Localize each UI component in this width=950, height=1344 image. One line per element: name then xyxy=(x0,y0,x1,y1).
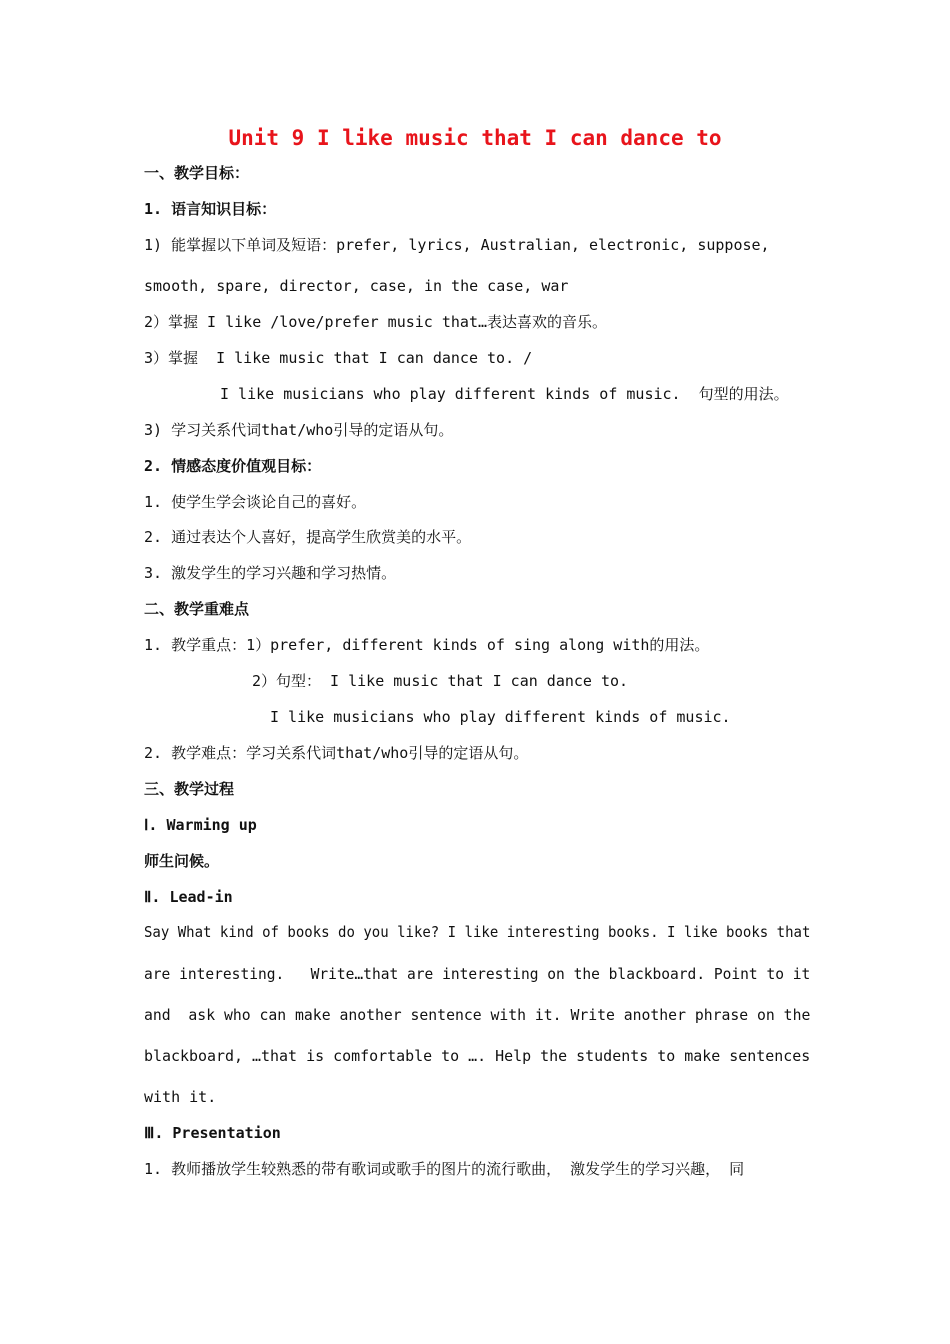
subheading-attitude-objectives: 2. 情感态度价值观目标： xyxy=(144,457,322,475)
text-line: 1. 教学重点：1）prefer, different kinds of sing along with的用法。 xyxy=(144,636,710,654)
subheading-language-objectives: 1. 语言知识目标： xyxy=(144,200,277,218)
step-heading-lead-in: Ⅱ. Lead-in xyxy=(144,888,233,906)
paragraph-line: blackboard, …that is comfortable to …. Help the students to make sentences xyxy=(144,1047,811,1065)
paragraph-line: with it. xyxy=(144,1088,217,1106)
paragraph-line: are interesting. Write…that are interesting on the blackboard. Point to it xyxy=(144,965,811,983)
text-line: I like musicians who play different kinds of music. 句型的用法。 xyxy=(220,385,789,403)
text-line: 2. 教学难点：学习关系代词that/who引导的定语从句。 xyxy=(144,744,529,762)
list-item: 2. 通过表达个人喜好，提高学生欣赏美的水平。 xyxy=(144,528,472,546)
section-heading-objectives: 一、教学目标： xyxy=(144,164,250,182)
text-line: smooth, spare, director, case, in the case, war xyxy=(144,277,569,295)
text-line: 1) 能掌握以下单词及短语：prefer, lyrics, Australian, electronic, suppose, xyxy=(144,236,770,254)
page-title: Unit 9 I like music that I can dance to xyxy=(228,126,722,150)
paragraph-line: Say What kind of books do you like? I like interesting books. I like books that xyxy=(144,923,811,941)
list-item: 1. 使学生学会谈论自己的喜好。 xyxy=(144,493,367,511)
paragraph-line: 1. 教师播放学生较熟悉的带有歌词或歌手的图片的流行歌曲， 激发学生的学习兴趣， 同 xyxy=(144,1160,745,1178)
text-line: 3）掌握 I like music that I can dance to. / xyxy=(144,349,533,367)
step-heading-warming-up: Ⅰ. Warming up xyxy=(144,816,257,834)
text-line: 3) 学习关系代词that/who引导的定语从句。 xyxy=(144,421,454,439)
list-item: 3. 激发学生的学习兴趣和学习热情。 xyxy=(144,564,397,582)
section-heading-key-points: 二、教学重难点 xyxy=(144,600,250,618)
text-line: 2）句型： I like music that I can dance to. xyxy=(252,672,629,690)
text-line: 师生问候。 xyxy=(144,852,220,870)
paragraph-line: and ask who can make another sentence with it. Write another phrase on the xyxy=(144,1006,811,1024)
text-line: I like musicians who play different kinds of music. xyxy=(270,708,731,726)
step-heading-presentation: Ⅲ. Presentation xyxy=(144,1124,281,1142)
section-heading-process: 三、教学过程 xyxy=(144,780,235,798)
text-line: 2）掌握 I like /love/prefer music that…表达喜欢的音乐。 xyxy=(144,313,608,331)
